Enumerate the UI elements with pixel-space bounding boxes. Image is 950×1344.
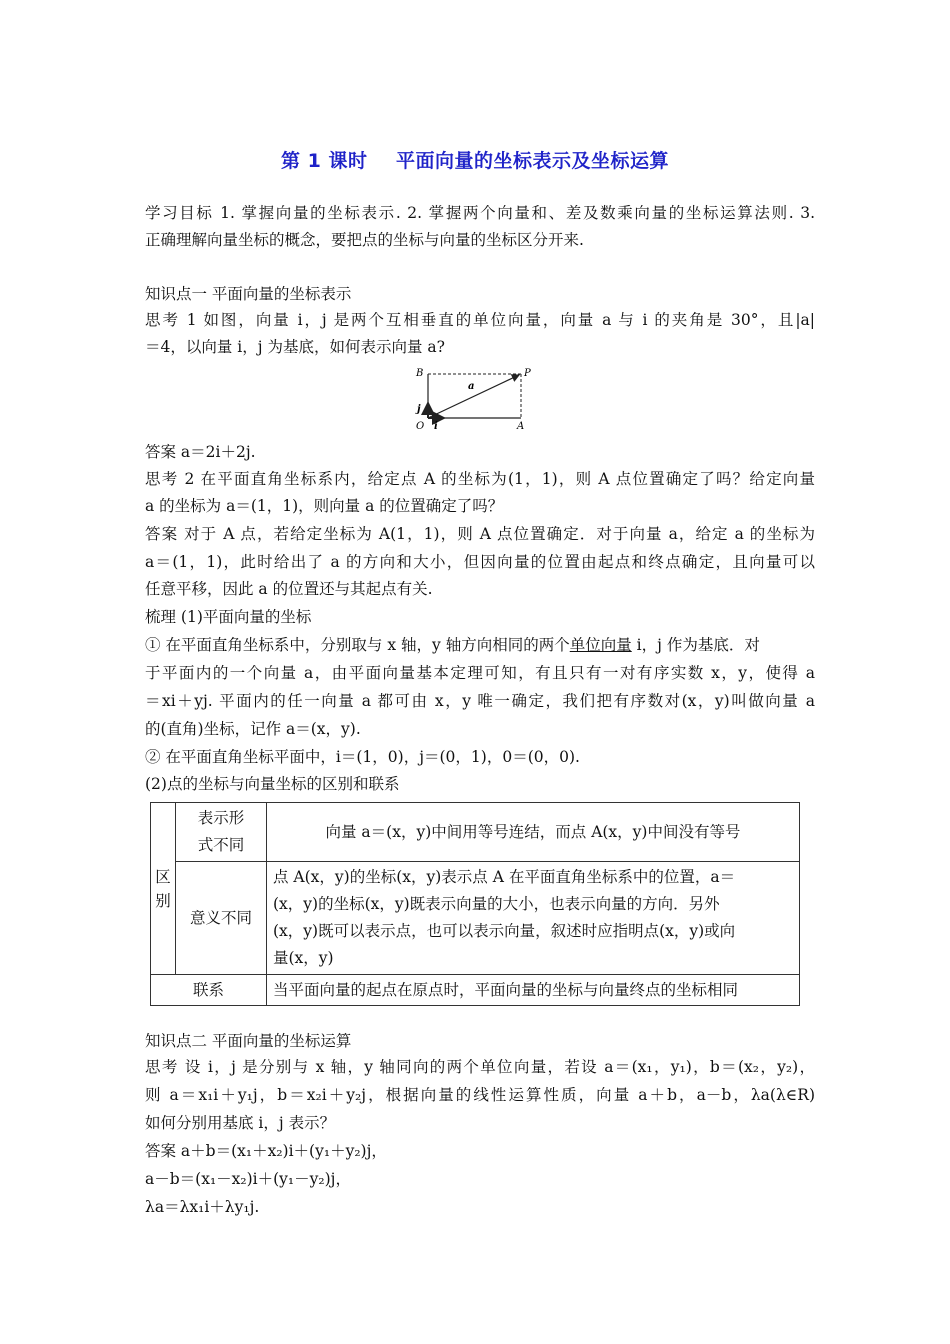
label-b: B xyxy=(416,368,424,379)
answer-1: 答案 a＝2i＋2j. xyxy=(145,443,256,461)
label-point-a: A xyxy=(517,421,525,432)
label-o: O xyxy=(416,421,425,432)
row2-body-line-3: (x，y)既可以表示点，也可以表示向量，叙述时应指明点(x，y)或向 xyxy=(273,922,736,940)
think-3-line-2: 则 a＝x₁i＋y₁j，b＝x₂i＋y₂j，根据向量的线性运算性质，向量 a＋b，a－b，λa(λ∈R) xyxy=(145,1086,815,1104)
label-i: i xyxy=(434,421,438,432)
summary-line-5: ② 在平面直角坐标平面中，i＝(1，0)，j＝(0，1)，0＝(0，0). xyxy=(145,748,580,766)
learning-goals-line-1: 学习目标 1. 掌握向量的坐标表示. 2. 掌握两个向量和、差及数乘向量的坐标运算法则. 3. xyxy=(145,204,815,222)
think-3-line-3: 如何分别用基底 i，j 表示？ xyxy=(145,1114,336,1132)
summary-heading: 梳理 (1)平面向量的坐标 xyxy=(145,608,312,626)
table-body-cell xyxy=(267,862,800,975)
answer-2-line-1: 答案 对于 A 点，若给定坐标为 A(1，1)，则 A 点位置确定．对于向量 a，给定 a 的坐标为 xyxy=(145,525,815,543)
row2-body-line-1: 点 A(x，y)的坐标(x，y)表示点 A 在平面直角坐标系中的位置，a＝ xyxy=(273,868,736,886)
group-char-2: 别 xyxy=(155,891,171,910)
summary-line-3: ＝xi＋yj. 平面内的任一向量 a 都可由 x，y 唯一确定，我们把有序数对(x，y)叫做向量 a xyxy=(145,692,815,710)
table-head-cell: 意义不同 xyxy=(176,862,267,975)
table-body-cell: 当平面向量的起点在原点时，平面向量的坐标与向量终点的坐标相同 xyxy=(267,975,800,1006)
summary-line-2: 于平面内的一个向量 a，由平面向量基本定理可知，有且只有一对有序实数 x，y，使得 a xyxy=(145,664,815,682)
section-heading-1: 知识点一 平面向量的坐标表示 xyxy=(145,285,352,303)
summary-line-4: 的(直角)坐标，记作 a＝(x，y). xyxy=(145,720,361,738)
answer-2-line-2: a＝(1，1)，此时给出了 a 的方向和大小，但因向量的位置由起点和终点确定，且向量可以 xyxy=(145,553,815,571)
table-group-cell xyxy=(151,803,176,975)
row2-body-line-4: 量(x，y) xyxy=(273,949,334,967)
section-heading-2: 知识点二 平面向量的坐标运算 xyxy=(145,1032,352,1050)
table-head-cell xyxy=(176,803,267,862)
think-1-line-1: 思考 1 如图，向量 i，j 是两个互相垂直的单位向量，向量 a 与 i 的夹角是 30°，且|a| xyxy=(145,311,815,329)
answer-3-line-1: 答案 a＋b＝(x₁＋x₂)i＋(y₁＋y₂)j， xyxy=(145,1142,387,1160)
summary-line-1-part-1: ① 在平面直角坐标系中，分别取与 x 轴，y 轴方向相同的两个 xyxy=(145,636,570,654)
table-head-cell: 联系 xyxy=(151,975,267,1006)
table-row xyxy=(151,803,800,862)
table-body-cell: 向量 a＝(x，y)中间用等号连结，而点 A(x，y)中间没有等号 xyxy=(267,803,800,862)
learning-goals-line-2: 正确理解向量坐标的概念，要把点的坐标与向量的坐标区分开来. xyxy=(145,231,584,249)
row1-head-line-1: 表示形 xyxy=(197,809,245,827)
label-p: P xyxy=(524,368,531,379)
summary-line-1 xyxy=(145,634,815,656)
think-3-line-1: 思考 设 i，j 是分别与 x 轴，y 轴同向的两个单位向量，若设 a＝(x₁，y₁)，b＝(x₂，y₂)， xyxy=(145,1058,815,1076)
group-char-1: 区 xyxy=(155,867,171,886)
summary-heading-2: (2)点的坐标与向量坐标的区别和联系 xyxy=(145,775,400,793)
think-2-line-2: a 的坐标为 a＝(1，1)，则向量 a 的位置确定了吗？ xyxy=(145,497,504,515)
think-2-line-1: 思考 2 在平面直角坐标系内，给定点 A 的坐标为(1，1)，则 A 点位置确定了吗？给定向量 xyxy=(145,470,815,488)
answer-2-line-3: 任意平移，因此 a 的位置还与其起点有关. xyxy=(145,580,433,598)
answer-3-line-3: λa＝λx₁i＋λy₁j. xyxy=(145,1198,260,1216)
vector-diagram xyxy=(410,362,540,434)
label-j: j xyxy=(417,404,421,415)
table-row xyxy=(151,862,800,975)
row1-head-line-2: 式不同 xyxy=(197,836,245,854)
answer-3-line-2: a－b＝(x₁－x₂)i＋(y₁－y₂)j， xyxy=(145,1170,351,1188)
page-title: 第 1 课时 平面向量的坐标表示及坐标运算 xyxy=(281,150,669,172)
comparison-table xyxy=(150,802,800,1006)
row2-body-line-2: (x，y)的坐标(x，y)既表示向量的大小，也表示向量的方向．另外 xyxy=(273,895,720,913)
think-1-line-2: ＝4，以向量 i，j 为基底，如何表示向量 a? xyxy=(145,338,445,356)
summary-line-1-part-3: i，j 作为基底．对 xyxy=(631,636,760,654)
unit-vector-underlined: 单位向量 xyxy=(569,636,632,654)
table-row xyxy=(151,975,800,1006)
label-a: a xyxy=(468,381,475,392)
